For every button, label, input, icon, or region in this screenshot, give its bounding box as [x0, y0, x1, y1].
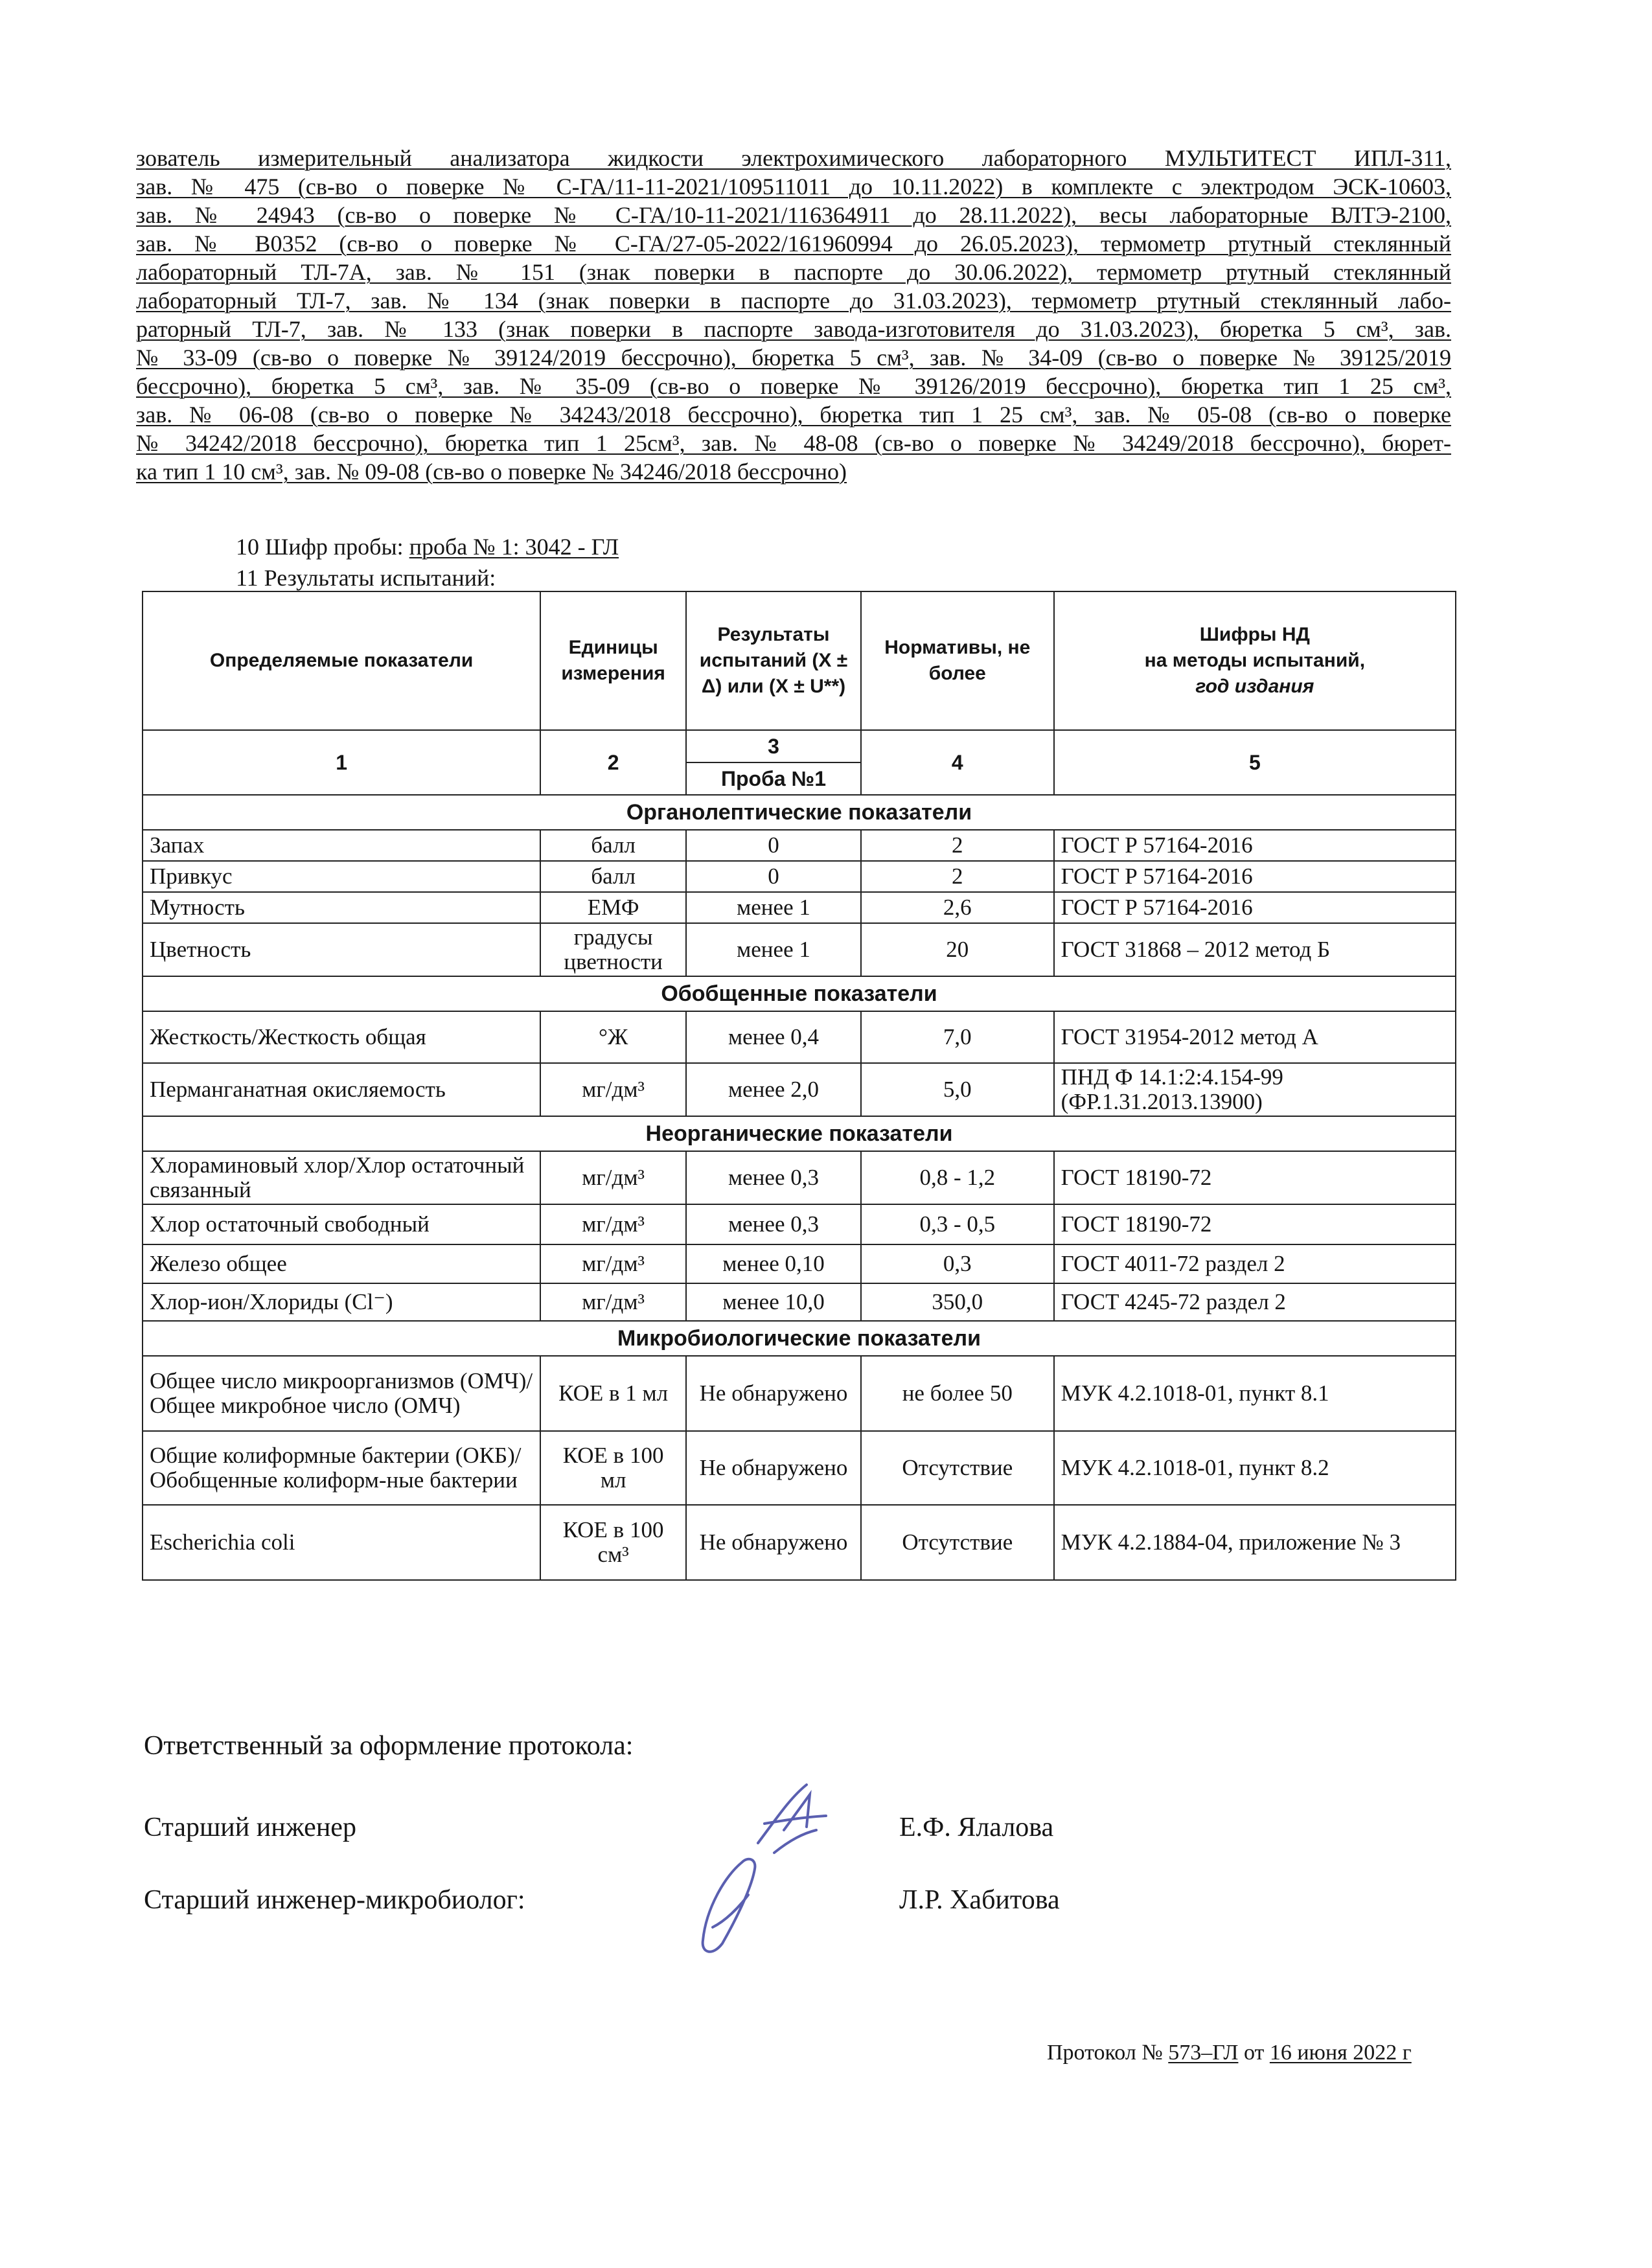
- cell-method: ПНД Ф 14.1:2:4.154-99 (ФР.1.31.2013.13900): [1054, 1063, 1456, 1116]
- sample-code-label: 10 Шифр пробы:: [236, 534, 409, 560]
- signature-role: Старший инженер-микробиолог:: [144, 1885, 525, 1915]
- header-result: Результаты испытаний (Х ± Δ) или (Х ± U**): [686, 591, 861, 730]
- cell-norm: 2,6: [861, 892, 1054, 923]
- table-row: [143, 1505, 1456, 1580]
- cell-param: Хлор-ион/Хлориды (Cl⁻): [143, 1283, 540, 1321]
- header-method-line3: год издания: [1195, 676, 1314, 697]
- cell-result: 0: [686, 830, 861, 861]
- cell-result: менее 1: [686, 892, 861, 923]
- results-heading: 11 Результаты испытаний:: [236, 565, 496, 591]
- intro-line: № 34242/2018 бессрочно), бюретка тип 1 25см³, зав. № 48-08 (св-во о поверке № 34249/2018 бессрочно), бюрет-: [136, 430, 1451, 456]
- table-row: [143, 830, 1456, 861]
- section-row: [143, 1321, 1456, 1356]
- cell-unit: °Ж: [540, 1011, 686, 1063]
- instruments-paragraph: [136, 144, 1451, 486]
- cell-method: МУК 4.2.1018-01, пункт 8.2: [1054, 1431, 1456, 1505]
- cell-param: Escherichia coli: [143, 1505, 540, 1580]
- cell-norm: 0,3: [861, 1244, 1054, 1283]
- table-header-row: [143, 591, 1456, 730]
- cell-norm: 0,3 - 0,5: [861, 1204, 1054, 1244]
- cell-param: Железо общее: [143, 1244, 540, 1283]
- col-number: 3: [686, 730, 861, 762]
- cell-param: Мутность: [143, 892, 540, 923]
- cell-unit: КОЕ в 100 мл: [540, 1431, 686, 1505]
- intro-line: раторный ТЛ-7, зав. № 133 (знак поверки в паспорте завода-изготовителя до 31.03.2023), бюретка 5 см³, зав.: [136, 316, 1451, 342]
- col-number: 4: [861, 730, 1054, 795]
- cell-norm: 20: [861, 923, 1054, 976]
- cell-result: Не обнаружено: [686, 1505, 861, 1580]
- cell-result: менее 10,0: [686, 1283, 861, 1321]
- header-method-line2: на методы испытаний,: [1144, 650, 1366, 671]
- col-number: 2: [540, 730, 686, 795]
- cell-method: ГОСТ Р 57164-2016: [1054, 861, 1456, 892]
- cell-result: менее 0,4: [686, 1011, 861, 1063]
- table-row: [143, 1244, 1456, 1283]
- cell-param: Цветность: [143, 923, 540, 976]
- cell-method: ГОСТ 18190-72: [1054, 1204, 1456, 1244]
- cell-norm: Отсутствие: [861, 1431, 1054, 1505]
- protocol-footer: [1047, 2041, 1412, 2065]
- cell-param: Хлор остаточный свободный: [143, 1204, 540, 1244]
- table-row: [143, 1011, 1456, 1063]
- cell-norm: Отсутствие: [861, 1505, 1054, 1580]
- cell-result: Не обнаружено: [686, 1431, 861, 1505]
- intro-line: зав. № 24943 (св-во о поверке № С-ГА/10-11-2021/116364911 до 28.11.2022), весы лабораторные ВЛТЭ-2100,: [136, 202, 1451, 228]
- signature-role: Старший инженер: [144, 1813, 356, 1842]
- sample-code: [236, 533, 619, 561]
- cell-param: Запах: [143, 830, 540, 861]
- cell-result: менее 0,3: [686, 1151, 861, 1204]
- table-row: [143, 1431, 1456, 1505]
- cell-result: 0: [686, 861, 861, 892]
- cell-method: МУК 4.2.1884-04, приложение № 3: [1054, 1505, 1456, 1580]
- cell-unit: балл: [540, 830, 686, 861]
- intro-line: зав. № 475 (св-во о поверке № С-ГА/11-11-2021/109511011 до 10.11.2022) в комплекте с электродом ЭСК-10603,: [136, 174, 1451, 200]
- responsible-label: Ответственный за оформление протокола:: [144, 1731, 634, 1761]
- cell-result: менее 0,10: [686, 1244, 861, 1283]
- footer-middle: от: [1238, 2041, 1270, 2065]
- cell-method: ГОСТ 4011-72 раздел 2: [1054, 1244, 1456, 1283]
- cell-param: Жесткость/Жесткость общая: [143, 1011, 540, 1063]
- cell-norm: не более 50: [861, 1356, 1054, 1431]
- cell-unit: КОЕ в 1 мл: [540, 1356, 686, 1431]
- section-title: Микробиологические показатели: [143, 1321, 1456, 1356]
- cell-result: менее 0,3: [686, 1204, 861, 1244]
- cell-param: Общие колиформные бактерии (ОКБ)/Обобщенные колиформ-ные бактерии: [143, 1431, 540, 1505]
- cell-unit: мг/дм³: [540, 1244, 686, 1283]
- intro-line: зав. № 06-08 (св-во о поверке № 34243/2018 бессрочно), бюретка тип 1 25 см³, зав. № 05-08 (св-во о поверке: [136, 402, 1451, 428]
- cell-unit: мг/дм³: [540, 1204, 686, 1244]
- cell-param: Перманганатная окисляемость: [143, 1063, 540, 1116]
- header-method: [1054, 591, 1456, 730]
- col-number: 5: [1054, 730, 1456, 795]
- signature-name: Л.Р. Хабитова: [899, 1885, 1060, 1915]
- header-param: Определяемые показатели: [143, 591, 540, 730]
- cell-method: ГОСТ 31868 – 2012 метод Б: [1054, 923, 1456, 976]
- intro-line: бессрочно), бюретка 5 см³, зав. № 35-09 (св-во о поверке № 39126/2019 бессрочно), бюретка тип 1 25 см³,: [136, 373, 1451, 399]
- cell-unit: ЕМФ: [540, 892, 686, 923]
- cell-norm: 5,0: [861, 1063, 1054, 1116]
- cell-method: ГОСТ 31954-2012 метод А: [1054, 1011, 1456, 1063]
- cell-method: МУК 4.2.1018-01, пункт 8.1: [1054, 1356, 1456, 1431]
- table-row: [143, 1356, 1456, 1431]
- footer-number: 573–ГЛ: [1168, 2041, 1239, 2065]
- cell-method: ГОСТ Р 57164-2016: [1054, 830, 1456, 861]
- cell-method: ГОСТ Р 57164-2016: [1054, 892, 1456, 923]
- section-title: Обобщенные показатели: [143, 976, 1456, 1011]
- cell-unit: КОЕ в 100 см³: [540, 1505, 686, 1580]
- table-row: [143, 1283, 1456, 1321]
- footer-prefix: Протокол №: [1047, 2041, 1169, 2065]
- section-row: [143, 1116, 1456, 1151]
- footer-date: 16 июня 2022 г: [1269, 2041, 1412, 2065]
- header-method-line1: Шифры НД: [1199, 624, 1310, 645]
- cell-unit: мг/дм³: [540, 1151, 686, 1204]
- column-numbers-row: [143, 730, 1456, 762]
- probe-label: Проба №1: [686, 762, 861, 795]
- table-row: [143, 861, 1456, 892]
- table-row: [143, 1151, 1456, 1204]
- cell-unit: градусы цветности: [540, 923, 686, 976]
- section-title: Органолептические показатели: [143, 795, 1456, 830]
- header-unit: Единицы измерения: [540, 591, 686, 730]
- header-norm: Нормативы, не более: [861, 591, 1054, 730]
- intro-line: зователь измерительный анализатора жидкости электрохимического лабораторного МУЛЬТИТЕСТ ИПЛ-311,: [136, 145, 1451, 171]
- cell-norm: 2: [861, 830, 1054, 861]
- cell-result: менее 2,0: [686, 1063, 861, 1116]
- cell-norm: 350,0: [861, 1283, 1054, 1321]
- table-row: [143, 1204, 1456, 1244]
- section-row: [143, 795, 1456, 830]
- cell-norm: 2: [861, 861, 1054, 892]
- intro-line: № 33-09 (св-во о поверке № 39124/2019 бессрочно), бюретка 5 см³, зав. № 34-09 (св-во о поверке № 39125/2019: [136, 345, 1451, 371]
- cell-method: ГОСТ 18190-72: [1054, 1151, 1456, 1204]
- intro-line: ка тип 1 10 см³, зав. № 09-08 (св-во о поверке № 34246/2018 бессрочно): [136, 459, 847, 485]
- section-row: [143, 976, 1456, 1011]
- cell-unit: мг/дм³: [540, 1063, 686, 1116]
- cell-unit: балл: [540, 861, 686, 892]
- cell-param: Хлораминовый хлор/Хлор остаточный связанный: [143, 1151, 540, 1204]
- col-number: 1: [143, 730, 540, 795]
- results-table: [142, 591, 1456, 1581]
- intro-line: лабораторный ТЛ-7, зав. № 134 (знак поверки в паспорте до 31.03.2023), термометр ртутный стеклянный лабо-: [136, 288, 1451, 314]
- section-title: Неорганические показатели: [143, 1116, 1456, 1151]
- cell-param: Привкус: [143, 861, 540, 892]
- cell-unit: мг/дм³: [540, 1283, 686, 1321]
- sample-code-value: проба № 1: 3042 - ГЛ: [409, 534, 619, 560]
- cell-result: менее 1: [686, 923, 861, 976]
- table-row: [143, 892, 1456, 923]
- table-row: [143, 923, 1456, 976]
- signature-name: Е.Ф. Ялалова: [899, 1813, 1054, 1842]
- cell-result: Не обнаружено: [686, 1356, 861, 1431]
- handwritten-signature: [687, 1850, 771, 1960]
- cell-method: ГОСТ 4245-72 раздел 2: [1054, 1283, 1456, 1321]
- cell-norm: 0,8 - 1,2: [861, 1151, 1054, 1204]
- intro-line: лабораторный ТЛ-7А, зав. № 151 (знак поверки в паспорте до 30.06.2022), термометр ртутный стеклянный: [136, 259, 1451, 285]
- cell-param: Общее число микроорганизмов (ОМЧ)/Общее микробное число (ОМЧ): [143, 1356, 540, 1431]
- table-row: [143, 1063, 1456, 1116]
- intro-line: зав. № В0352 (св-во о поверке № С-ГА/27-05-2022/161960994 до 26.05.2023), термометр ртутный стеклянный: [136, 231, 1451, 257]
- cell-norm: 7,0: [861, 1011, 1054, 1063]
